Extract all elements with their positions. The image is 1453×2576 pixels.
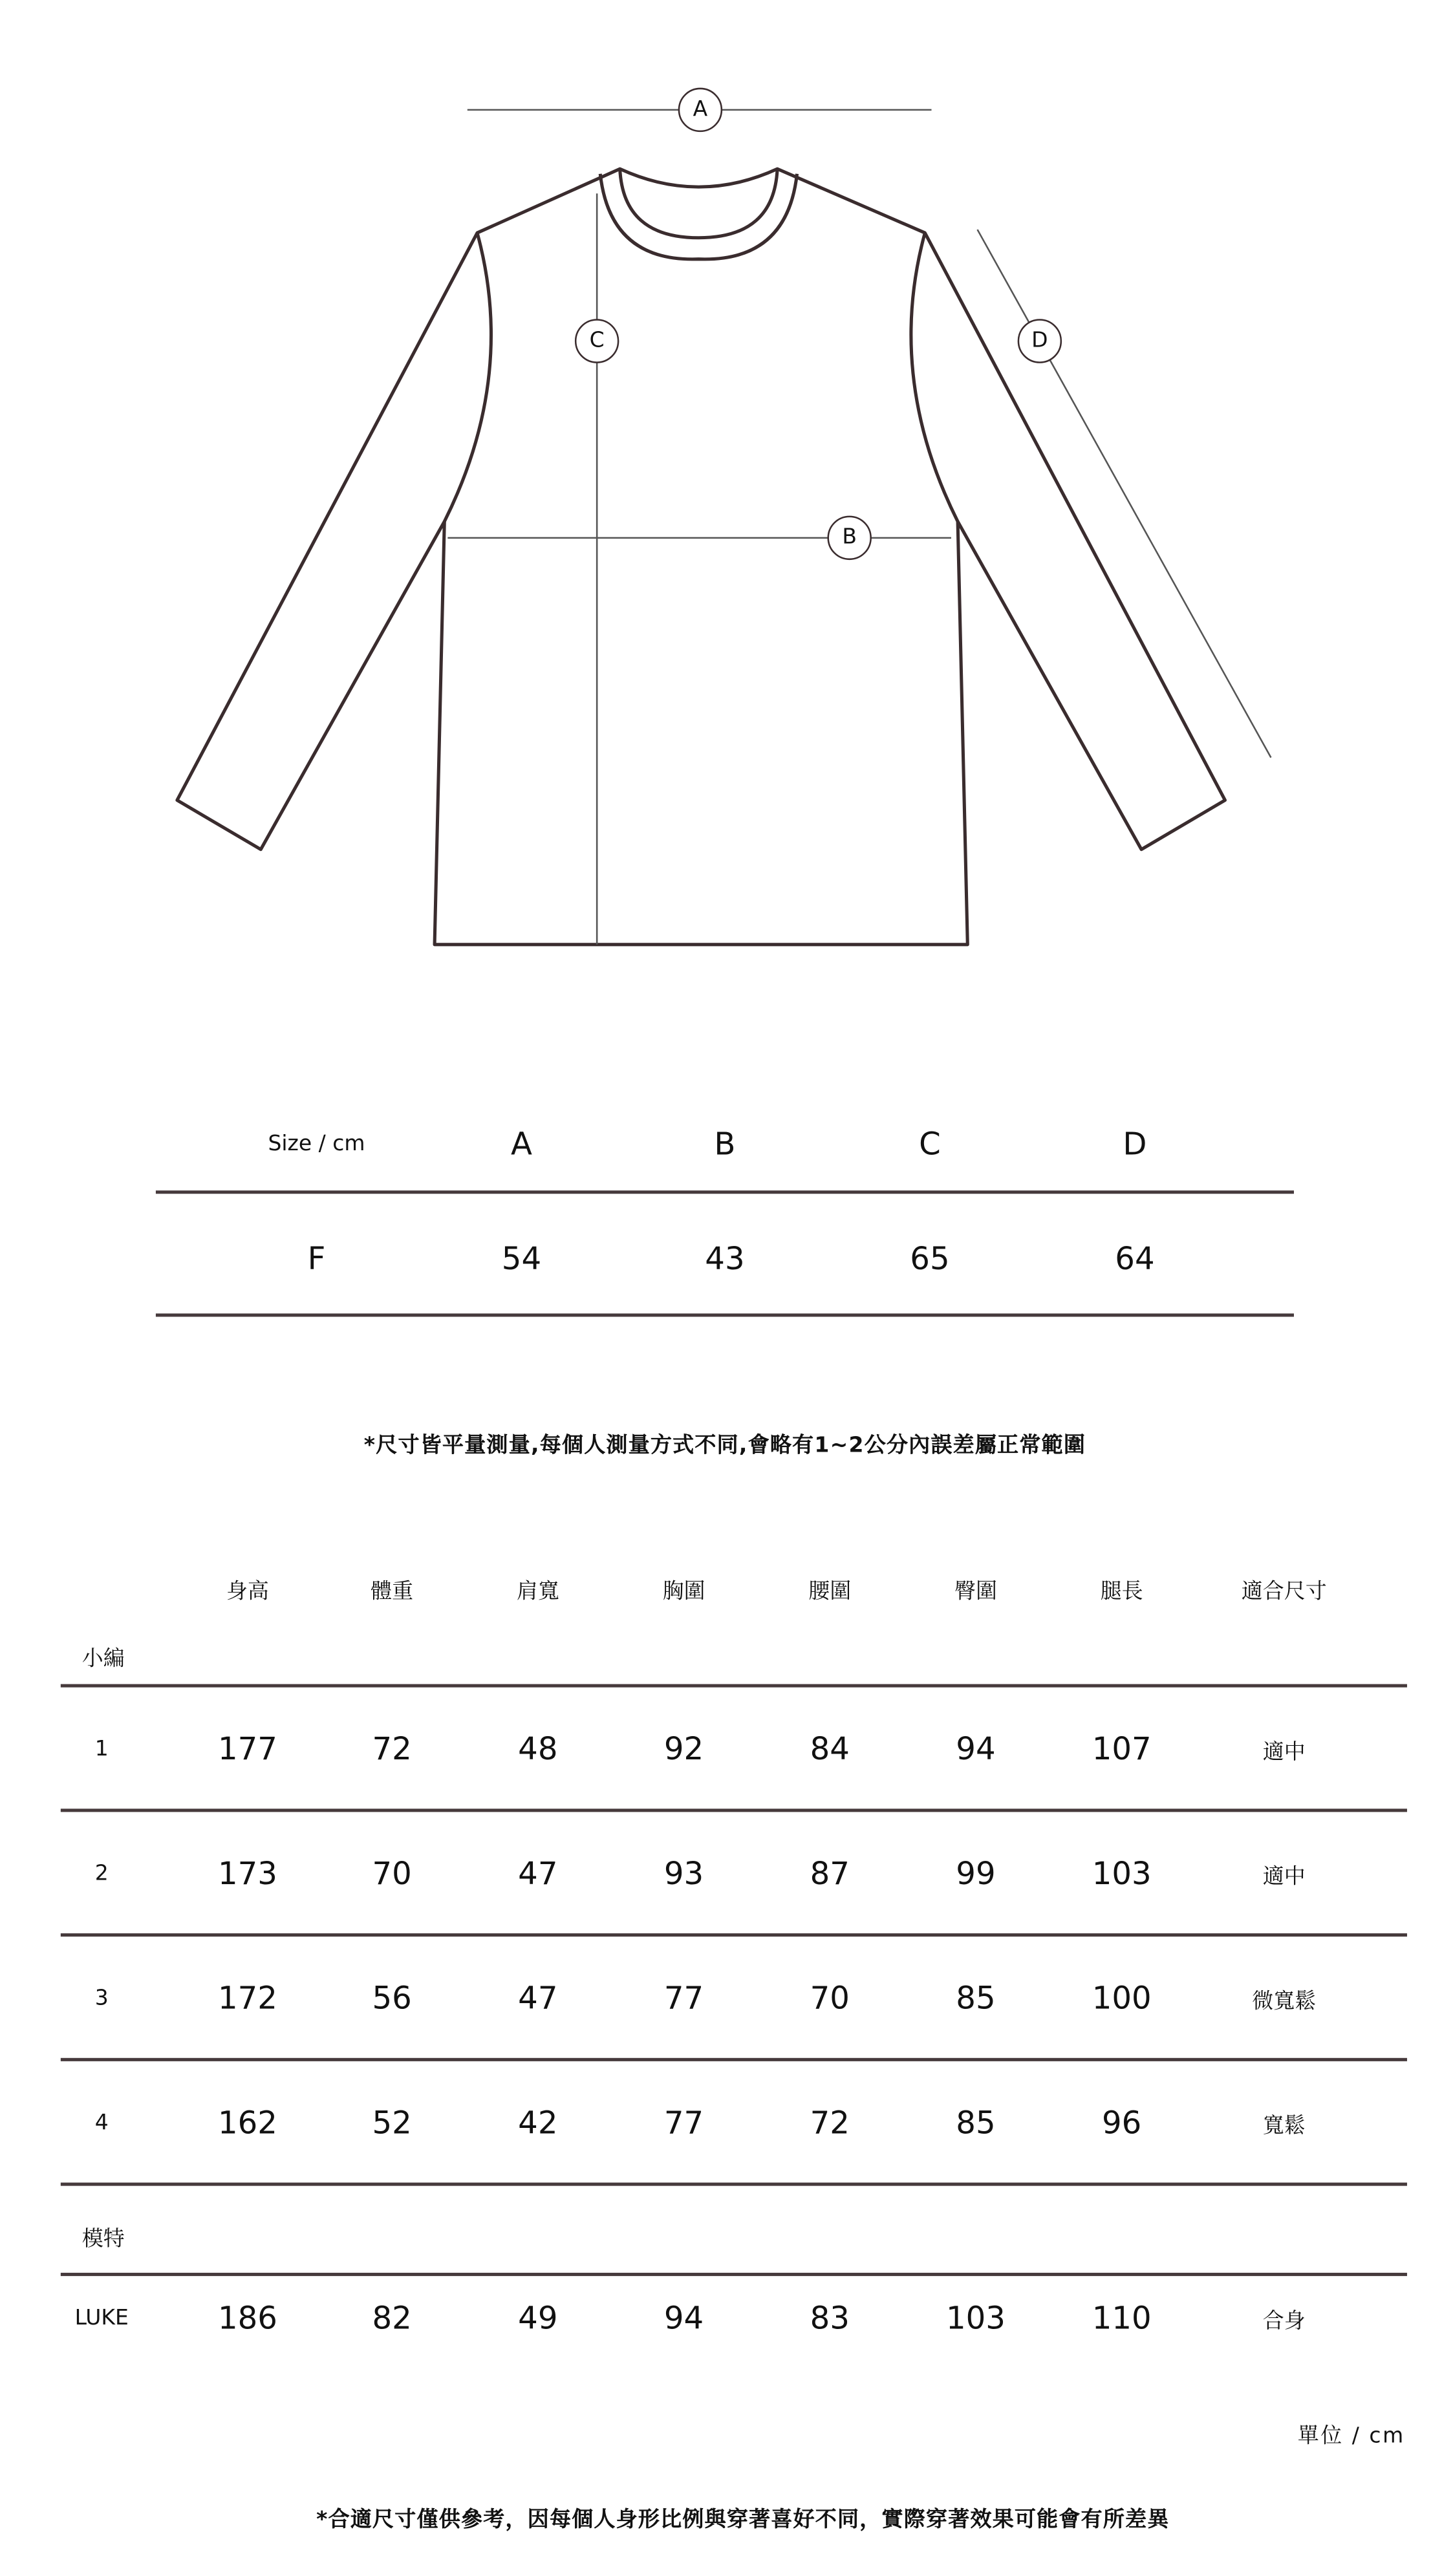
marker-a: A <box>693 97 708 122</box>
fit-cell: 94 <box>663 2301 704 2337</box>
size-header: Size / cm <box>268 1132 365 1157</box>
divider <box>156 1190 1294 1193</box>
size-cell: 64 <box>1115 1241 1155 1278</box>
fit-cell: 合身 <box>1262 2310 1306 2335</box>
marker-b: B <box>842 525 857 550</box>
size-cell: F <box>307 1241 326 1278</box>
fit-cell: 47 <box>518 1856 558 1893</box>
fit-cell: 83 <box>810 2301 850 2337</box>
fit-header: 腿長 <box>1100 1580 1143 1605</box>
divider <box>61 2183 1407 2185</box>
line-d <box>978 230 1271 758</box>
size-header: D <box>1123 1126 1147 1163</box>
fit-cell: 4 <box>94 2111 109 2136</box>
measure-note: *尺寸皆平量測量,每個人測量方式不同,會略有1~2公分內誤差屬正常範圍 <box>363 1433 1086 1459</box>
divider <box>61 1809 1407 1811</box>
fit-cell: 1 <box>94 1737 109 1763</box>
fit-note: *合適尺寸僅供參考，因每個人身形比例與穿著喜好不同，實際穿著效果可能會有所差異 <box>316 2507 1170 2533</box>
fit-cell: 173 <box>217 1856 277 1893</box>
divider <box>61 2273 1407 2275</box>
fit-cell: LUKE <box>74 2306 129 2332</box>
fit-cell: 適中 <box>1262 1865 1306 1890</box>
fit-cell: 56 <box>372 1980 412 2017</box>
fit-cell: 2 <box>94 1862 109 1887</box>
fit-header: 臀圍 <box>954 1580 997 1605</box>
size-header: B <box>714 1126 736 1163</box>
fit-cell: 93 <box>663 1856 704 1893</box>
fit-cell: 103 <box>945 2301 1006 2337</box>
divider <box>156 1313 1294 1316</box>
shirt-sleeve-seam-left <box>444 233 491 521</box>
divider <box>61 1684 1407 1687</box>
fit-cell: 寬鬆 <box>1262 2114 1306 2140</box>
marker-d: D <box>1031 328 1048 354</box>
group-label-model: 模特 <box>81 2227 125 2253</box>
unit-label: 單位 / cm <box>1297 2424 1405 2449</box>
fit-cell: 84 <box>810 1732 850 1768</box>
size-cell: 65 <box>910 1241 950 1278</box>
fit-cell: 107 <box>1092 1732 1152 1768</box>
divider <box>61 2058 1407 2061</box>
fit-cell: 103 <box>1092 1856 1152 1893</box>
fit-cell: 70 <box>810 1980 850 2017</box>
fit-cell: 110 <box>1092 2301 1152 2337</box>
fit-cell: 適中 <box>1262 1741 1306 1766</box>
fit-header: 適合尺寸 <box>1241 1580 1327 1605</box>
fit-cell: 77 <box>663 2105 704 2142</box>
marker-c: C <box>589 328 605 354</box>
size-cell: 54 <box>501 1241 542 1278</box>
fit-cell: 172 <box>217 1980 277 2017</box>
fit-cell: 87 <box>810 1856 850 1893</box>
fit-header: 肩寬 <box>516 1580 559 1605</box>
fit-header: 體重 <box>371 1580 414 1605</box>
fit-cell: 85 <box>956 1980 996 2017</box>
size-header: C <box>919 1126 941 1163</box>
fit-header: 身高 <box>226 1580 269 1605</box>
fit-header: 胸圍 <box>662 1580 705 1605</box>
fit-cell: 94 <box>956 1732 996 1768</box>
fit-cell: 162 <box>217 2105 277 2142</box>
fit-cell: 77 <box>663 1980 704 2017</box>
shirt-diagram <box>0 0 1453 984</box>
fit-cell: 100 <box>1092 1980 1152 2017</box>
fit-cell: 47 <box>518 1980 558 2017</box>
fit-cell: 85 <box>956 2105 996 2142</box>
fit-header: 腰圍 <box>808 1580 852 1605</box>
fit-cell: 3 <box>94 1986 109 2012</box>
fit-cell: 52 <box>372 2105 412 2142</box>
fit-cell: 42 <box>518 2105 558 2142</box>
fit-cell: 186 <box>217 2301 277 2337</box>
fit-cell: 177 <box>217 1732 277 1768</box>
divider <box>61 1933 1407 1936</box>
fit-cell: 99 <box>956 1856 996 1893</box>
size-header: A <box>510 1126 532 1163</box>
shirt-sleeve-seam-right <box>911 233 958 521</box>
group-label-staff: 小編 <box>81 1647 125 1672</box>
fit-cell: 82 <box>372 2301 412 2337</box>
fit-cell: 微寬鬆 <box>1252 1990 1317 2015</box>
fit-cell: 96 <box>1102 2105 1142 2142</box>
fit-cell: 72 <box>372 1732 412 1768</box>
shirt-outline <box>177 169 1225 945</box>
fit-cell: 49 <box>518 2301 558 2337</box>
fit-cell: 92 <box>663 1732 704 1768</box>
fit-cell: 48 <box>518 1732 558 1768</box>
fit-cell: 70 <box>372 1856 412 1893</box>
fit-cell: 72 <box>810 2105 850 2142</box>
size-cell: 43 <box>705 1241 745 1278</box>
